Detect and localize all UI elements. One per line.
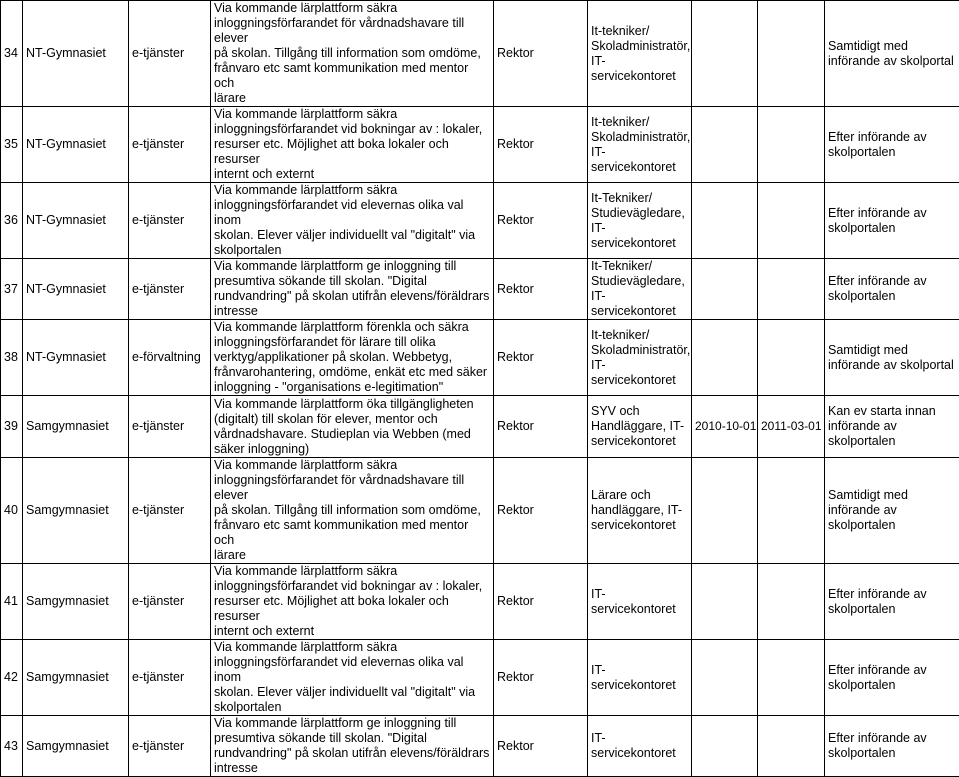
- responsible-cell: Rektor: [494, 259, 588, 320]
- row-number-cell: 42: [1, 640, 23, 716]
- note-line: skolportalen: [828, 434, 956, 449]
- school-cell: NT-Gymnasiet: [23, 1, 129, 107]
- school-cell: Samgymnasiet: [23, 716, 129, 777]
- description-line: inloggningsförfarandet för lärare till olika: [214, 335, 490, 350]
- description-line: skolan. Elever väljer individuellt val "digitalt" via: [214, 685, 490, 700]
- note-cell: [825, 564, 959, 640]
- executor-line: servicekontoret: [591, 518, 688, 533]
- description-line: resurser etc. Möjlighet att boka lokaler och resurser: [214, 137, 490, 167]
- description-line: (digitalt) till skolan för elever, mentor och: [214, 412, 490, 427]
- category-cell: e-tjänster: [129, 640, 211, 716]
- description-cell: [211, 716, 494, 777]
- description-line: rundvandring" på skolan utifrån elevens/föräldrars: [214, 746, 490, 761]
- note-line: införande av: [828, 419, 956, 434]
- school-cell: NT-Gymnasiet: [23, 320, 129, 396]
- description-cell: [211, 107, 494, 183]
- description-line: lärare: [214, 91, 490, 106]
- executor-line: Skoladministratör,: [591, 343, 688, 358]
- end-date-cell: [758, 107, 825, 183]
- note-line: Samtidigt med: [828, 488, 956, 503]
- executor-line: It-Tekniker/: [591, 259, 688, 274]
- school-cell: NT-Gymnasiet: [23, 259, 129, 320]
- description-line: frånvarohantering, omdöme, enkät etc med säker: [214, 365, 490, 380]
- end-date-cell: [758, 458, 825, 564]
- description-line: skolan. Elever väljer individuellt val "digitalt" via: [214, 228, 490, 243]
- category-cell: e-tjänster: [129, 458, 211, 564]
- start-date-cell: [692, 320, 758, 396]
- start-date-cell: [692, 716, 758, 777]
- category-cell: e-tjänster: [129, 1, 211, 107]
- row-number-cell: 38: [1, 320, 23, 396]
- executor-cell: [588, 259, 692, 320]
- note-cell: [825, 396, 959, 458]
- table-row: [1, 716, 959, 777]
- end-date-cell: [758, 1, 825, 107]
- end-date-cell: [758, 716, 825, 777]
- description-line: Via kommande lärplattform öka tillgängligheten: [214, 397, 490, 412]
- executor-cell: [588, 183, 692, 259]
- start-date-cell: [692, 107, 758, 183]
- executor-cell: [588, 320, 692, 396]
- executor-line: servicekontoret: [591, 434, 688, 449]
- executor-line: IT-servicekontoret: [591, 289, 688, 319]
- executor-line: IT-servicekontoret: [591, 145, 688, 175]
- description-line: Via kommande lärplattform säkra: [214, 107, 490, 122]
- executor-line: Skoladministratör,: [591, 39, 688, 54]
- note-cell: [825, 183, 959, 259]
- executor-line: Studievägledare,: [591, 274, 688, 289]
- category-cell: e-tjänster: [129, 107, 211, 183]
- start-date-cell: [692, 564, 758, 640]
- table-row: [1, 320, 959, 396]
- description-line: Via kommande lärplattform säkra: [214, 640, 490, 655]
- note-line: skolportalen: [828, 678, 956, 693]
- executor-line: Studievägledare,: [591, 206, 688, 221]
- executor-line: It-tekniker/: [591, 115, 688, 130]
- note-cell: [825, 1, 959, 107]
- note-line: Efter införande av: [828, 663, 956, 678]
- note-cell: [825, 458, 959, 564]
- note-cell: [825, 259, 959, 320]
- school-cell: Samgymnasiet: [23, 564, 129, 640]
- description-line: Via kommande lärplattform säkra: [214, 458, 490, 473]
- category-cell: e-tjänster: [129, 183, 211, 259]
- responsible-cell: Rektor: [494, 564, 588, 640]
- description-line: inloggningsförfarandet vid bokningar av : lokaler,: [214, 579, 490, 594]
- description-cell: [211, 259, 494, 320]
- description-line: Via kommande lärplattform ge inloggning till: [214, 716, 490, 731]
- row-number-cell: 41: [1, 564, 23, 640]
- description-line: inloggningsförfarandet vid elevernas olika val inom: [214, 198, 490, 228]
- note-line: införande av: [828, 503, 956, 518]
- description-line: inloggning - "organisations e-legitimation": [214, 380, 490, 395]
- description-line: intresse: [214, 761, 490, 776]
- executor-line: IT-servicekontoret: [591, 358, 688, 388]
- responsible-cell: Rektor: [494, 183, 588, 259]
- category-cell: e-förvaltning: [129, 320, 211, 396]
- description-line: intresse: [214, 304, 490, 319]
- description-line: Via kommande lärplattform säkra: [214, 564, 490, 579]
- description-line: Via kommande lärplattform säkra: [214, 183, 490, 198]
- row-number-cell: 34: [1, 1, 23, 107]
- table-row: [1, 107, 959, 183]
- category-cell: e-tjänster: [129, 564, 211, 640]
- description-cell: [211, 458, 494, 564]
- description-line: inloggningsförfarandet vid elevernas olika val inom: [214, 655, 490, 685]
- executor-cell: [588, 564, 692, 640]
- note-cell: [825, 640, 959, 716]
- description-line: på skolan. Tillgång till information som omdöme,: [214, 503, 490, 518]
- description-line: på skolan. Tillgång till information som omdöme,: [214, 46, 490, 61]
- table-body: [1, 1, 959, 777]
- description-line: inloggningsförfarandet för vårdnadshavare till elever: [214, 473, 490, 503]
- executor-cell: [588, 640, 692, 716]
- table-row: [1, 640, 959, 716]
- description-line: frånvaro etc samt kommunikation med mentor och: [214, 518, 490, 548]
- table-row: [1, 259, 959, 320]
- executor-line: IT-servicekontoret: [591, 587, 688, 617]
- executor-line: It-tekniker/: [591, 24, 688, 39]
- row-number-cell: 37: [1, 259, 23, 320]
- school-cell: NT-Gymnasiet: [23, 107, 129, 183]
- description-cell: [211, 640, 494, 716]
- table-row: [1, 396, 959, 458]
- note-line: skolportalen: [828, 602, 956, 617]
- note-line: skolportalen: [828, 145, 956, 160]
- note-cell: [825, 320, 959, 396]
- note-line: Samtidigt med: [828, 39, 956, 54]
- executor-cell: [588, 1, 692, 107]
- responsible-cell: Rektor: [494, 1, 588, 107]
- note-line: Samtidigt med: [828, 343, 956, 358]
- end-date-cell: 2011-03-01: [758, 396, 825, 458]
- end-date-cell: [758, 564, 825, 640]
- description-line: presumtiva sökande till skolan. "Digital: [214, 274, 490, 289]
- end-date-cell: [758, 640, 825, 716]
- note-line: Efter införande av: [828, 587, 956, 602]
- executor-cell: [588, 107, 692, 183]
- table-row: [1, 183, 959, 259]
- note-line: Efter införande av: [828, 206, 956, 221]
- note-line: införande av skolportal: [828, 54, 956, 69]
- note-line: skolportalen: [828, 746, 956, 761]
- executor-cell: [588, 396, 692, 458]
- executor-line: handläggare, IT-: [591, 503, 688, 518]
- note-line: Efter införande av: [828, 731, 956, 746]
- school-cell: Samgymnasiet: [23, 640, 129, 716]
- note-line: Efter införande av: [828, 130, 956, 145]
- description-line: säker inloggning): [214, 442, 490, 457]
- description-cell: [211, 320, 494, 396]
- start-date-cell: [692, 458, 758, 564]
- row-number-cell: 35: [1, 107, 23, 183]
- responsible-cell: Rektor: [494, 396, 588, 458]
- note-cell: [825, 107, 959, 183]
- responsible-cell: Rektor: [494, 640, 588, 716]
- note-line: skolportalen: [828, 518, 956, 533]
- description-line: inloggningsförfarandet vid bokningar av : lokaler,: [214, 122, 490, 137]
- table-row: [1, 458, 959, 564]
- description-line: skolportalen: [214, 243, 490, 258]
- description-cell: [211, 1, 494, 107]
- executor-line: IT-servicekontoret: [591, 221, 688, 251]
- description-line: presumtiva sökande till skolan. "Digital: [214, 731, 490, 746]
- end-date-cell: [758, 183, 825, 259]
- executor-line: IT-servicekontoret: [591, 663, 688, 693]
- description-cell: [211, 183, 494, 259]
- row-number-cell: 43: [1, 716, 23, 777]
- school-cell: NT-Gymnasiet: [23, 183, 129, 259]
- executor-line: It-Tekniker/: [591, 191, 688, 206]
- row-number-cell: 36: [1, 183, 23, 259]
- executor-line: Handläggare, IT-: [591, 419, 688, 434]
- description-line: inloggningsförfarandet för vårdnadshavare till elever: [214, 16, 490, 46]
- note-line: skolportalen: [828, 221, 956, 236]
- responsible-cell: Rektor: [494, 458, 588, 564]
- description-cell: [211, 564, 494, 640]
- description-line: internt och externt: [214, 624, 490, 639]
- note-line: skolportalen: [828, 289, 956, 304]
- end-date-cell: [758, 259, 825, 320]
- executor-cell: [588, 458, 692, 564]
- description-cell: [211, 396, 494, 458]
- description-line: internt och externt: [214, 167, 490, 182]
- description-line: skolportalen: [214, 700, 490, 715]
- description-line: lärare: [214, 548, 490, 563]
- description-line: Via kommande lärplattform ge inloggning till: [214, 259, 490, 274]
- executor-line: Skoladministratör,: [591, 130, 688, 145]
- school-cell: Samgymnasiet: [23, 396, 129, 458]
- executor-line: IT-servicekontoret: [591, 54, 688, 84]
- category-cell: e-tjänster: [129, 259, 211, 320]
- row-number-cell: 40: [1, 458, 23, 564]
- description-line: rundvandring" på skolan utifrån elevens/föräldrars: [214, 289, 490, 304]
- description-line: vårdnadshavare. Studieplan via Webben (med: [214, 427, 490, 442]
- start-date-cell: 2010-10-01: [692, 396, 758, 458]
- row-number-cell: 39: [1, 396, 23, 458]
- category-cell: e-tjänster: [129, 396, 211, 458]
- table-row: [1, 564, 959, 640]
- executor-line: IT-servicekontoret: [591, 731, 688, 761]
- description-line: Via kommande lärplattform förenkla och säkra: [214, 320, 490, 335]
- end-date-cell: [758, 320, 825, 396]
- start-date-cell: [692, 259, 758, 320]
- note-line: införande av skolportal: [828, 358, 956, 373]
- category-cell: e-tjänster: [129, 716, 211, 777]
- responsible-cell: Rektor: [494, 320, 588, 396]
- responsible-cell: Rektor: [494, 716, 588, 777]
- description-line: verktyg/applikationer på skolan. Webbetyg,: [214, 350, 490, 365]
- start-date-cell: [692, 1, 758, 107]
- executor-line: Lärare och: [591, 488, 688, 503]
- description-line: Via kommande lärplattform säkra: [214, 1, 490, 16]
- description-line: frånvaro etc samt kommunikation med mentor och: [214, 61, 490, 91]
- note-line: Kan ev starta innan: [828, 404, 956, 419]
- responsible-cell: Rektor: [494, 107, 588, 183]
- start-date-cell: [692, 640, 758, 716]
- note-cell: [825, 716, 959, 777]
- note-line: Efter införande av: [828, 274, 956, 289]
- executor-line: SYV och: [591, 404, 688, 419]
- start-date-cell: [692, 183, 758, 259]
- school-cell: Samgymnasiet: [23, 458, 129, 564]
- executor-line: It-tekniker/: [591, 328, 688, 343]
- table-row: [1, 1, 959, 107]
- description-line: resurser etc. Möjlighet att boka lokaler och resurser: [214, 594, 490, 624]
- executor-cell: [588, 716, 692, 777]
